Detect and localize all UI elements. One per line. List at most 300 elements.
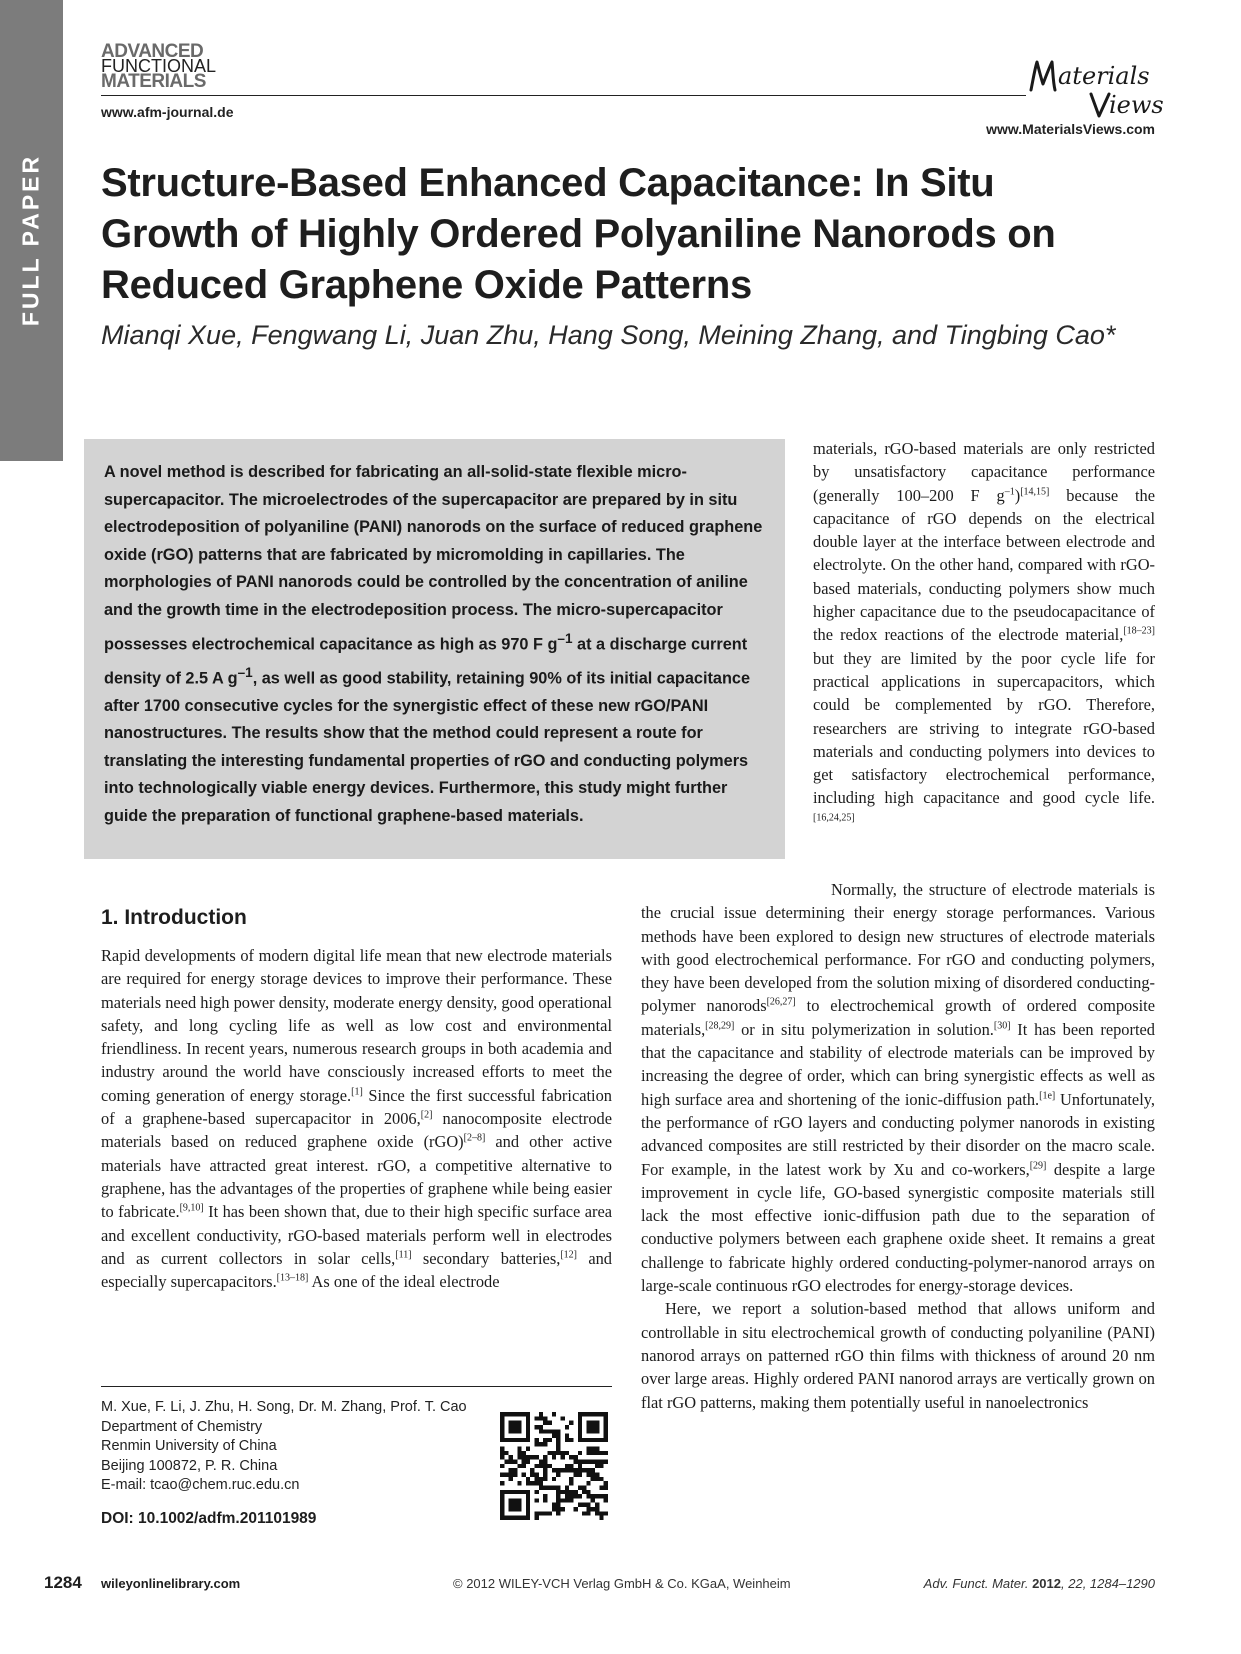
qr-module bbox=[591, 1412, 595, 1416]
qr-module bbox=[513, 1425, 517, 1429]
affiliation-department: Department of Chemistry bbox=[101, 1418, 263, 1435]
qr-module bbox=[509, 1498, 513, 1502]
qr-module bbox=[586, 1511, 590, 1515]
qr-module bbox=[560, 1468, 564, 1472]
qr-module bbox=[535, 1438, 539, 1442]
qr-module bbox=[595, 1460, 599, 1464]
qr-module bbox=[517, 1516, 521, 1520]
qr-module bbox=[599, 1412, 603, 1416]
qr-module bbox=[604, 1481, 608, 1485]
qr-module bbox=[539, 1464, 543, 1468]
qr-module bbox=[586, 1472, 590, 1476]
qr-module bbox=[569, 1421, 573, 1425]
qr-module bbox=[599, 1464, 603, 1468]
qr-module bbox=[509, 1507, 513, 1511]
qr-module bbox=[513, 1460, 517, 1464]
qr-module bbox=[604, 1511, 608, 1515]
abstract-text: A novel method is described for fabricating an all-solid-state flexible micro-supercapacitor. The microelectrodes of the supercapacitor are prepared by in situ electrodeposition of polyaniline (PANI) nanorods on the surface of reduced graphene oxide (rGO) patterns that are fabricated by micromolding in capillaries. The morphologies of PANI nanorods could be controlled by the concentration of aniline and the growth time in the electrodeposition process. The micro-supercapacitor possesses electrochemical capacitance as high as 970 F $g^{-1}$ at a discharge current density of 2.5 A $g^{-1}$, as well as good stability, retaining 90% of its initial capacitance after 1700 consecutive cycles for the synergistic effect of these new rGO/PANI nanostructures. The results show that the method could represent a route for translating the interesting fundamental properties of rGO and conducting polymers into technologically viable energy devices. Furthermore, this study might further guide the preparation of functional graphene-based materials. bbox=[104, 463, 763, 825]
affiliation-rule bbox=[101, 1386, 612, 1387]
qr-module bbox=[548, 1464, 552, 1468]
footer-citation: Adv. Funct. Mater. 2012, 22, 1284–1290 bbox=[923, 1576, 1155, 1591]
qr-module bbox=[565, 1485, 569, 1489]
qr-module bbox=[573, 1472, 577, 1476]
qr-module bbox=[548, 1511, 552, 1515]
qr-module bbox=[582, 1412, 586, 1416]
qr-module bbox=[595, 1511, 599, 1515]
qr-module bbox=[569, 1494, 573, 1498]
qr-module bbox=[586, 1451, 590, 1455]
journal-logo-line-3: MATERIALS bbox=[101, 71, 206, 92]
qr-module bbox=[560, 1507, 564, 1511]
publisher-url[interactable]: www.MaterialsViews.com bbox=[986, 121, 1155, 137]
qr-module bbox=[530, 1468, 534, 1472]
qr-module bbox=[500, 1503, 504, 1507]
qr-module bbox=[522, 1464, 526, 1468]
author-list: Mianqi Xue, Fengwang Li, Juan Zhu, Hang Song, Meining Zhang, and Tingbing Cao* bbox=[101, 320, 1116, 350]
qr-module bbox=[517, 1425, 521, 1429]
qr-module bbox=[517, 1503, 521, 1507]
affiliation-authors: M. Xue, F. Li, J. Zhu, H. Song, Dr. M. Zhang, Prof. T. Cao bbox=[101, 1399, 467, 1415]
qr-module bbox=[535, 1425, 539, 1429]
qr-module bbox=[535, 1490, 539, 1494]
qr-module bbox=[530, 1481, 534, 1485]
qr-module bbox=[504, 1412, 508, 1416]
qr-module bbox=[604, 1416, 608, 1420]
qr-module bbox=[513, 1507, 517, 1511]
qr-module bbox=[535, 1516, 539, 1520]
qr-module bbox=[556, 1503, 560, 1507]
qr-module bbox=[500, 1416, 504, 1420]
qr-module bbox=[599, 1460, 603, 1464]
qr-module bbox=[569, 1468, 573, 1472]
qr-module bbox=[535, 1481, 539, 1485]
qr-module bbox=[543, 1442, 547, 1446]
qr-module bbox=[591, 1429, 595, 1433]
qr-module bbox=[500, 1425, 504, 1429]
qr-module bbox=[578, 1421, 582, 1425]
qr-module bbox=[548, 1451, 552, 1455]
qr-module bbox=[500, 1516, 504, 1520]
qr-module bbox=[595, 1429, 599, 1433]
qr-module bbox=[543, 1485, 547, 1489]
qr-module bbox=[556, 1434, 560, 1438]
qr-module bbox=[560, 1455, 564, 1459]
qr-module bbox=[517, 1412, 521, 1416]
qr-module bbox=[552, 1485, 556, 1489]
affiliation-city: Beijing 100872, P. R. China bbox=[101, 1457, 278, 1474]
qr-module bbox=[552, 1429, 556, 1433]
qr-module bbox=[517, 1507, 521, 1511]
qr-module bbox=[560, 1498, 564, 1502]
qr-module bbox=[526, 1421, 530, 1425]
qr-module bbox=[526, 1503, 530, 1507]
qr-module bbox=[578, 1429, 582, 1433]
qr-module bbox=[526, 1455, 530, 1459]
qr-module bbox=[604, 1498, 608, 1502]
qr-module bbox=[535, 1477, 539, 1481]
journal-url[interactable]: www.afm-journal.de bbox=[101, 104, 234, 120]
qr-module bbox=[500, 1498, 504, 1502]
qr-module bbox=[595, 1447, 599, 1451]
qr-module bbox=[548, 1421, 552, 1425]
qr-module bbox=[582, 1511, 586, 1515]
qr-module bbox=[595, 1503, 599, 1507]
qr-module bbox=[526, 1490, 530, 1494]
qr-module bbox=[543, 1421, 547, 1425]
qr-module bbox=[556, 1442, 560, 1446]
journal-logo-line-1: ADVANCED bbox=[101, 41, 204, 62]
qr-module bbox=[560, 1490, 564, 1494]
qr-module bbox=[556, 1494, 560, 1498]
qr-module bbox=[526, 1507, 530, 1511]
qr-module bbox=[573, 1460, 577, 1464]
qr-module bbox=[517, 1498, 521, 1502]
qr-module bbox=[526, 1511, 530, 1515]
qr-module bbox=[517, 1490, 521, 1494]
qr-module bbox=[591, 1447, 595, 1451]
qr-module bbox=[504, 1451, 508, 1455]
qr-module bbox=[591, 1507, 595, 1511]
qr-module bbox=[565, 1434, 569, 1438]
qr-module bbox=[552, 1507, 556, 1511]
svg-text:aterials: aterials bbox=[1058, 62, 1150, 90]
qr-module bbox=[591, 1451, 595, 1455]
qr-module bbox=[500, 1455, 504, 1459]
qr-module bbox=[556, 1485, 560, 1489]
paper-title: Structure-Based Enhanced Capacitance: In Situ Growth of Highly Ordered Polyaniline Nanorods on Reduced Graphene Oxide Patterns bbox=[101, 161, 1056, 307]
qr-module bbox=[595, 1438, 599, 1442]
qr-module bbox=[582, 1503, 586, 1507]
qr-module bbox=[539, 1442, 543, 1446]
qr-module bbox=[565, 1464, 569, 1468]
qr-module bbox=[543, 1498, 547, 1502]
qr-module bbox=[522, 1472, 526, 1476]
materials-views-logo bbox=[1025, 50, 1164, 120]
qr-module bbox=[556, 1447, 560, 1451]
qr-module bbox=[595, 1464, 599, 1468]
qr-module bbox=[586, 1412, 590, 1416]
abstract-box bbox=[84, 439, 785, 859]
qr-module bbox=[500, 1511, 504, 1515]
qr-module bbox=[522, 1460, 526, 1464]
qr-module bbox=[500, 1447, 504, 1451]
introduction-paragraph: Rapid developments of modern digital life mean that new electrode materials are required for energy storage devices to improve their performance. These materials need high power density, moderate energy density, good operational safety, and long cycling life as well as low cost and environmental friendliness. In recent years, numerous research groups in both academia and industry around the world have consciously increased efforts to meet the coming generation of energy storage.[1] Since the first successful fabrication of a graphene-based supercapacitor in 2006,[2] nanocomposite electrode materials based on reduced graphene oxide (rGO)[2–8] and other active materials have attracted great interest. rGO, a competitive alternative to graphene, has the advantages of the properties of graphene while being easier to fabricate.[9,10] It has been shown that, due to their high specific surface area and excellent conductivity, rGO-based materials perform well in electrodes and as current collectors in solar cells,[11] secondary batteries,[12] and especially supercapacitors.[13–18] As one of the ideal electrode bbox=[101, 946, 613, 1292]
qr-module bbox=[569, 1464, 573, 1468]
qr-module bbox=[552, 1503, 556, 1507]
qr-module bbox=[539, 1511, 543, 1515]
qr-module bbox=[556, 1490, 560, 1494]
qr-module bbox=[513, 1472, 517, 1476]
qr-module bbox=[539, 1481, 543, 1485]
qr-module bbox=[578, 1503, 582, 1507]
qr-module bbox=[543, 1472, 547, 1476]
qr-module bbox=[556, 1438, 560, 1442]
qr-module bbox=[500, 1490, 504, 1494]
qr-module bbox=[513, 1468, 517, 1472]
qr-module bbox=[604, 1434, 608, 1438]
qr-module bbox=[591, 1472, 595, 1476]
qr-module bbox=[599, 1516, 603, 1520]
qr-module bbox=[513, 1421, 517, 1425]
qr-module bbox=[586, 1447, 590, 1451]
right-column-paragraph-3: Here, we report a solution-based method that allows uniform and controllable in situ electrochemical growth of conducting polyaniline (PANI) nanorod arrays on patterned rGO thin films with thickness of around 20 nm over large areas. Highly ordered PANI nanorod arrays are vertically grown on flat rGO patterns, making them potentially useful in nanoelectronics bbox=[641, 1299, 1155, 1412]
qr-module bbox=[504, 1472, 508, 1476]
qr-module bbox=[548, 1429, 552, 1433]
qr-module bbox=[591, 1468, 595, 1472]
qr-module bbox=[565, 1438, 569, 1442]
qr-module bbox=[586, 1503, 590, 1507]
qr-module bbox=[595, 1421, 599, 1425]
qr-module bbox=[569, 1498, 573, 1502]
qr-module bbox=[565, 1451, 569, 1455]
qr-module bbox=[595, 1494, 599, 1498]
right-column-body bbox=[641, 878, 1155, 1414]
qr-module bbox=[591, 1494, 595, 1498]
qr-module bbox=[591, 1425, 595, 1429]
qr-module bbox=[539, 1425, 543, 1429]
qr-module bbox=[565, 1494, 569, 1498]
qr-module bbox=[526, 1481, 530, 1485]
section-side-tab bbox=[0, 0, 63, 461]
qr-module bbox=[552, 1412, 556, 1416]
qr-module bbox=[500, 1434, 504, 1438]
qr-module bbox=[595, 1425, 599, 1429]
qr-module bbox=[543, 1460, 547, 1464]
affiliation-university: Renmin University of China bbox=[101, 1438, 277, 1454]
qr-module bbox=[513, 1490, 517, 1494]
qr-module bbox=[509, 1460, 513, 1464]
qr-module bbox=[591, 1460, 595, 1464]
qr-module bbox=[535, 1464, 539, 1468]
qr-module bbox=[509, 1425, 513, 1429]
qr-module bbox=[556, 1472, 560, 1476]
qr-module bbox=[556, 1507, 560, 1511]
qr-module bbox=[509, 1516, 513, 1520]
qr-module bbox=[552, 1468, 556, 1472]
qr-module bbox=[509, 1468, 513, 1472]
journal-logo-line-2: FUNCTIONAL bbox=[101, 56, 217, 76]
qr-module bbox=[500, 1464, 504, 1468]
qr-module bbox=[504, 1460, 508, 1464]
qr-module bbox=[582, 1460, 586, 1464]
qr-module bbox=[578, 1464, 582, 1468]
qr-module bbox=[565, 1498, 569, 1502]
qr-module bbox=[586, 1429, 590, 1433]
qr-module bbox=[578, 1412, 582, 1416]
header-rule bbox=[101, 95, 1026, 96]
qr-module bbox=[517, 1464, 521, 1468]
qr-module bbox=[586, 1494, 590, 1498]
qr-module bbox=[556, 1429, 560, 1433]
qr-module bbox=[569, 1438, 573, 1442]
qr-module bbox=[526, 1477, 530, 1481]
side-tab-label: FULL PAPER bbox=[17, 153, 44, 327]
doi-label[interactable]: DOI: 10.1002/adfm.201101989 bbox=[101, 1510, 317, 1527]
qr-module bbox=[604, 1429, 608, 1433]
qr-module bbox=[578, 1472, 582, 1476]
qr-module bbox=[543, 1468, 547, 1472]
qr-module bbox=[578, 1438, 582, 1442]
qr-module bbox=[560, 1451, 564, 1455]
qr-module bbox=[578, 1451, 582, 1455]
qr-module bbox=[513, 1503, 517, 1507]
qr-module bbox=[586, 1481, 590, 1485]
qr-module bbox=[604, 1438, 608, 1442]
qr-module bbox=[526, 1416, 530, 1420]
qr-module bbox=[539, 1429, 543, 1433]
qr-module bbox=[509, 1455, 513, 1459]
qr-module bbox=[504, 1490, 508, 1494]
qr-module bbox=[526, 1429, 530, 1433]
qr-module bbox=[517, 1481, 521, 1485]
affiliation-email[interactable]: E-mail: tcao@chem.ruc.edu.cn bbox=[101, 1477, 300, 1493]
qr-module bbox=[509, 1412, 513, 1416]
qr-module bbox=[578, 1485, 582, 1489]
qr-module bbox=[586, 1468, 590, 1472]
qr-module bbox=[595, 1507, 599, 1511]
qr-module bbox=[526, 1494, 530, 1498]
qr-module bbox=[500, 1494, 504, 1498]
qr-module bbox=[582, 1485, 586, 1489]
qr-module bbox=[500, 1451, 504, 1455]
qr-module bbox=[569, 1490, 573, 1494]
qr-module bbox=[539, 1485, 543, 1489]
qr-module bbox=[604, 1485, 608, 1489]
qr-module bbox=[517, 1438, 521, 1442]
qr-module bbox=[586, 1507, 590, 1511]
qr-module bbox=[526, 1438, 530, 1442]
qr-module bbox=[526, 1516, 530, 1520]
qr-module bbox=[604, 1425, 608, 1429]
qr-module bbox=[604, 1412, 608, 1416]
qr-module bbox=[500, 1472, 504, 1476]
qr-module bbox=[573, 1494, 577, 1498]
qr-module bbox=[552, 1451, 556, 1455]
qr-module bbox=[569, 1455, 573, 1459]
qr-module bbox=[543, 1477, 547, 1481]
qr-module bbox=[543, 1494, 547, 1498]
qr-module bbox=[578, 1468, 582, 1472]
qr-module bbox=[595, 1477, 599, 1481]
qr-module bbox=[522, 1490, 526, 1494]
qr-module bbox=[591, 1477, 595, 1481]
qr-module bbox=[556, 1498, 560, 1502]
qr-module bbox=[604, 1460, 608, 1464]
qr-module bbox=[604, 1451, 608, 1455]
qr-module bbox=[535, 1511, 539, 1515]
footer-copyright: © 2012 WILEY-VCH Verlag GmbH & Co. KGaA, Weinheim bbox=[453, 1576, 791, 1591]
qr-module bbox=[565, 1468, 569, 1472]
qr-module bbox=[573, 1490, 577, 1494]
qr-module bbox=[535, 1442, 539, 1446]
qr-module bbox=[573, 1507, 577, 1511]
qr-module bbox=[591, 1438, 595, 1442]
qr-module bbox=[526, 1434, 530, 1438]
qr-module bbox=[578, 1425, 582, 1429]
qr-module bbox=[586, 1425, 590, 1429]
qr-module bbox=[569, 1477, 573, 1481]
qr-module bbox=[586, 1421, 590, 1425]
qr-module bbox=[509, 1429, 513, 1433]
qr-module bbox=[504, 1438, 508, 1442]
qr-module bbox=[552, 1434, 556, 1438]
qr-module bbox=[548, 1485, 552, 1489]
qr-module bbox=[578, 1494, 582, 1498]
qr-module bbox=[535, 1472, 539, 1476]
section-heading-introduction: 1. Introduction bbox=[101, 906, 247, 929]
qr-module bbox=[526, 1425, 530, 1429]
qr-module bbox=[526, 1460, 530, 1464]
qr-module bbox=[578, 1416, 582, 1420]
qr-module bbox=[539, 1477, 543, 1481]
qr-module bbox=[604, 1494, 608, 1498]
qr-module bbox=[500, 1412, 504, 1416]
qr-module bbox=[604, 1421, 608, 1425]
qr-module bbox=[509, 1503, 513, 1507]
qr-module bbox=[586, 1460, 590, 1464]
qr-module bbox=[569, 1481, 573, 1485]
qr-module bbox=[591, 1498, 595, 1502]
qr-module bbox=[573, 1455, 577, 1459]
qr-module bbox=[556, 1511, 560, 1515]
qr-module bbox=[599, 1477, 603, 1481]
right-column-paragraph-2: Normally, the structure of electrode materials is the crucial issue determining their energy storage performances. Various methods have been explored to design new structures of electrode materials with good electrochemical performance. For rGO and conducting polymers, they have been developed from the solution mixing of disordered conducting-polymer nanorods[26,27] to electrochemical growth of ordered composite materials,[28,29] or in situ polymerization in solution.[30] It has been reported that the capacitance and stability of electrode materials can be improved by increasing the degree of order, which can bring synergistic effects as well as high surface area and shortening of the ionic-diffusion path.[1e] Unfortunately, the performance of rGO layers and conducting polymer nanorods in existing advanced composites are still restricted by their disorder on the macro scale. For example, in the latest work by Xu and co-workers,[29] despite a large improvement in cycle life, GO-based synergistic composite materials still lack the most effective ionic-diffusion path due to the separation of conductive polymers between each graphene oxide sheet. It remains a great challenge to fabricate highly ordered conducting-polymer-nanorod arrays on large-scale continuous rGO electrodes for energy-storage devices. bbox=[641, 880, 1155, 1296]
qr-module bbox=[509, 1421, 513, 1425]
qr-module bbox=[500, 1421, 504, 1425]
qr-code-icon bbox=[500, 1412, 608, 1520]
qr-module bbox=[526, 1498, 530, 1502]
qr-module bbox=[591, 1421, 595, 1425]
qr-module bbox=[500, 1507, 504, 1511]
qr-module bbox=[526, 1447, 530, 1451]
qr-module bbox=[517, 1429, 521, 1433]
qr-module bbox=[513, 1498, 517, 1502]
qr-module bbox=[509, 1472, 513, 1476]
qr-module bbox=[539, 1412, 543, 1416]
qr-module bbox=[595, 1472, 599, 1476]
affiliation-block bbox=[101, 1398, 491, 1496]
page-number: 1284 bbox=[44, 1573, 82, 1592]
qr-module bbox=[543, 1429, 547, 1433]
qr-module bbox=[573, 1468, 577, 1472]
qr-module bbox=[599, 1485, 603, 1489]
qr-module bbox=[543, 1464, 547, 1468]
qr-module bbox=[595, 1451, 599, 1455]
qr-module bbox=[522, 1516, 526, 1520]
qr-module bbox=[565, 1425, 569, 1429]
qr-module bbox=[599, 1494, 603, 1498]
qr-module bbox=[500, 1429, 504, 1433]
qr-module bbox=[539, 1460, 543, 1464]
qr-module bbox=[530, 1472, 534, 1476]
qr-module bbox=[513, 1438, 517, 1442]
footer-url[interactable]: wileyonlinelibrary.com bbox=[101, 1576, 241, 1591]
qr-module bbox=[556, 1468, 560, 1472]
qr-module bbox=[500, 1481, 504, 1485]
qr-module bbox=[543, 1511, 547, 1515]
qr-module bbox=[543, 1438, 547, 1442]
qr-module bbox=[582, 1490, 586, 1494]
qr-module bbox=[517, 1455, 521, 1459]
qr-module bbox=[599, 1511, 603, 1515]
qr-module bbox=[599, 1438, 603, 1442]
qr-module bbox=[543, 1416, 547, 1420]
qr-module bbox=[530, 1455, 534, 1459]
qr-module bbox=[522, 1412, 526, 1416]
qr-module bbox=[526, 1412, 530, 1416]
qr-module bbox=[578, 1460, 582, 1464]
qr-module bbox=[586, 1438, 590, 1442]
